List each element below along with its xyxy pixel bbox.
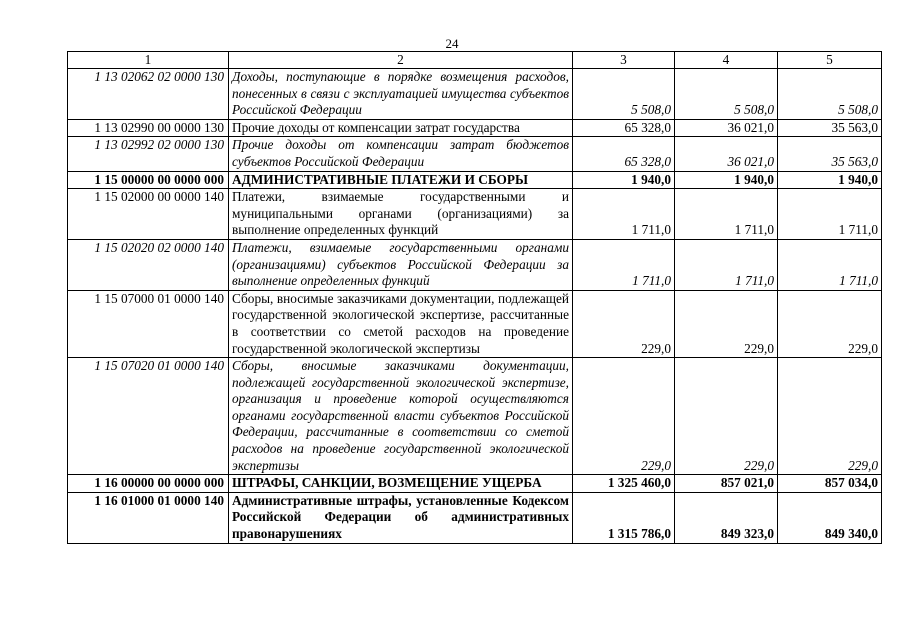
value-col-5: 1 711,0 (778, 239, 882, 290)
value-col-4: 5 508,0 (675, 69, 778, 120)
value-col-3: 1 711,0 (573, 239, 675, 290)
revenue-table (67, 51, 882, 544)
revenue-name: Платежи, взимаемые государственными органами (организациями) субъектов Российской Федерации за выполнение определенных функций (229, 239, 573, 290)
value-col-5: 857 034,0 (778, 475, 882, 493)
budget-code: 1 16 00000 00 0000 000 (68, 475, 229, 493)
value-col-3: 229,0 (573, 358, 675, 475)
value-col-4: 1 711,0 (675, 239, 778, 290)
value-col-3: 229,0 (573, 290, 675, 357)
value-col-4: 36 021,0 (675, 119, 778, 137)
value-col-5: 229,0 (778, 358, 882, 475)
value-col-5: 35 563,0 (778, 119, 882, 137)
value-col-3: 65 328,0 (573, 137, 675, 171)
column-header-5: 5 (778, 52, 882, 69)
budget-code: 1 16 01000 01 0000 140 (68, 492, 229, 543)
value-col-5: 35 563,0 (778, 137, 882, 171)
value-col-3: 1 711,0 (573, 189, 675, 240)
revenue-name: ШТРАФЫ, САНКЦИИ, ВОЗМЕЩЕНИЕ УЩЕРБА (229, 475, 573, 493)
revenue-name: Административные штрафы, установленные Кодексом Российской Федерации об административных правонарушениях (229, 492, 573, 543)
budget-code: 1 13 02990 00 0000 130 (68, 119, 229, 137)
column-header-4: 4 (675, 52, 778, 69)
revenue-name: АДМИНИСТРАТИВНЫЕ ПЛАТЕЖИ И СБОРЫ (229, 171, 573, 189)
revenue-name: Доходы, поступающие в порядке возмещения расходов, понесенных в связи с эксплуатацией имущества субъектов Российской Федерации (229, 69, 573, 120)
revenue-name: Прочие доходы от компенсации затрат государства (229, 119, 573, 137)
table-row (68, 239, 882, 290)
budget-code: 1 15 07000 01 0000 140 (68, 290, 229, 357)
budget-code: 1 15 02000 00 0000 140 (68, 189, 229, 240)
revenue-name: Сборы, вносимые заказчиками документации, подлежащей государственной экологической экспертизе, организация и проведение которой осуществляются органами государственной власти субъектов Российской Федерации, рассчитанные в соответствии со сметой расходов на проведение государственной экологической экспертизы (229, 358, 573, 475)
budget-code: 1 13 02992 02 0000 130 (68, 137, 229, 171)
value-col-5: 1 711,0 (778, 189, 882, 240)
table-row (68, 137, 882, 171)
budget-code: 1 15 00000 00 0000 000 (68, 171, 229, 189)
table-row (68, 358, 882, 475)
revenue-name: Сборы, вносимые заказчиками документации, подлежащей государственной экологической экспертизе, рассчитанные в соответствии со сметой расходов на проведение государственной экологической экспертизы (229, 290, 573, 357)
budget-code: 1 13 02062 02 0000 130 (68, 69, 229, 120)
value-col-3: 1 940,0 (573, 171, 675, 189)
table-row (68, 69, 882, 120)
value-col-4: 1 940,0 (675, 171, 778, 189)
budget-code: 1 15 02020 02 0000 140 (68, 239, 229, 290)
value-col-5: 5 508,0 (778, 69, 882, 120)
value-col-5: 229,0 (778, 290, 882, 357)
table-row (68, 171, 882, 189)
table-row (68, 189, 882, 240)
value-col-3: 1 325 460,0 (573, 475, 675, 493)
revenue-name: Прочие доходы от компенсации затрат бюджетов субъектов Российской Федерации (229, 137, 573, 171)
value-col-4: 1 711,0 (675, 189, 778, 240)
value-col-4: 857 021,0 (675, 475, 778, 493)
table-row (68, 119, 882, 137)
revenue-name: Платежи, взимаемые государственными и муниципальными органами (организациями) за выполнение определенных функций (229, 189, 573, 240)
value-col-3: 1 315 786,0 (573, 492, 675, 543)
value-col-5: 849 340,0 (778, 492, 882, 543)
column-header-1: 1 (68, 52, 229, 69)
value-col-5: 1 940,0 (778, 171, 882, 189)
budget-code: 1 15 07020 01 0000 140 (68, 358, 229, 475)
column-header-3: 3 (573, 52, 675, 69)
column-header-2: 2 (229, 52, 573, 69)
page-number: 24 (445, 36, 459, 51)
table-row (68, 475, 882, 493)
value-col-4: 36 021,0 (675, 137, 778, 171)
value-col-3: 5 508,0 (573, 69, 675, 120)
table-row (68, 492, 882, 543)
value-col-3: 65 328,0 (573, 119, 675, 137)
table-row (68, 290, 882, 357)
value-col-4: 849 323,0 (675, 492, 778, 543)
header-row (68, 52, 882, 69)
value-col-4: 229,0 (675, 358, 778, 475)
value-col-4: 229,0 (675, 290, 778, 357)
